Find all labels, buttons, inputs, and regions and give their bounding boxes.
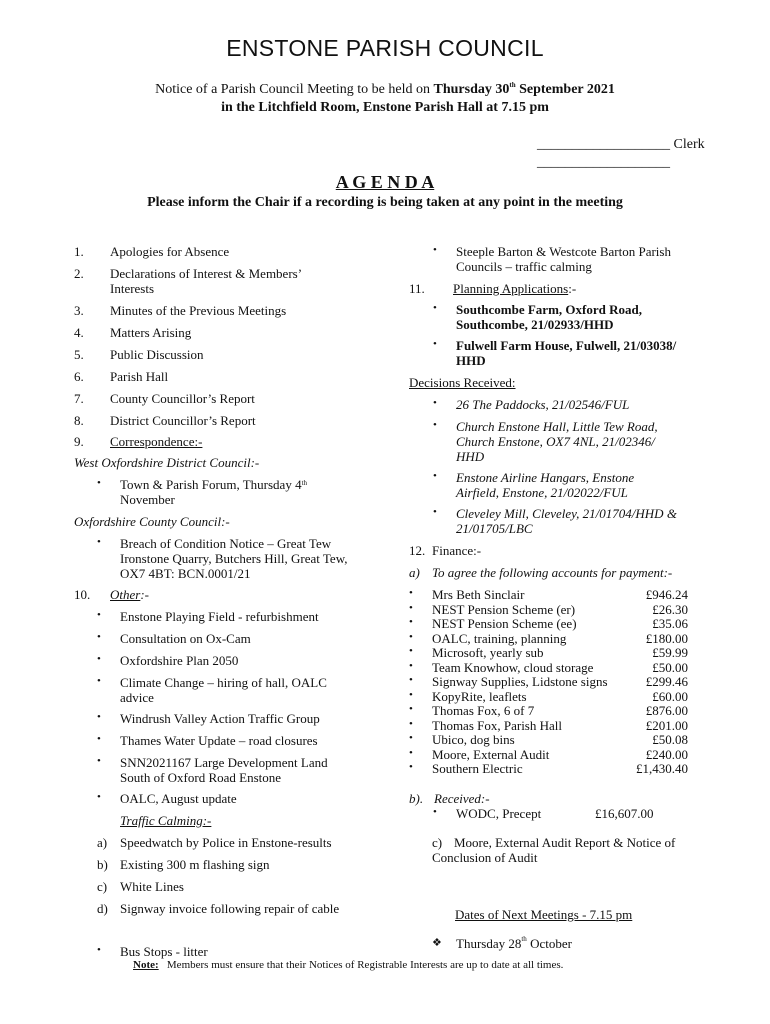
other-item: Consultation on Ox-Cam — [120, 631, 251, 646]
payment-amount: £1,430.40 — [636, 761, 688, 776]
payment-amount: £240.00 — [645, 746, 688, 762]
other-heading — [110, 587, 149, 603]
agenda-item-number: 5. — [74, 347, 84, 362]
moore-letter: c) — [432, 835, 443, 850]
bullet-icon: • — [97, 631, 101, 643]
bullet-icon: • — [409, 703, 413, 715]
agenda-item-number: 3. — [74, 303, 84, 318]
planning-item: Southcombe Farm, Oxford Road, Southcombe, 21/02933/HHD — [456, 302, 642, 332]
finance-heading: Finance:- — [432, 543, 482, 558]
next-meetings-heading: Dates of Next Meetings - 7.15 pm — [455, 907, 633, 922]
agenda-item-text: Minutes of the Previous Meetings — [110, 303, 287, 318]
bullet-icon: • — [409, 587, 413, 599]
other-item: Thames Water Update – road closures — [120, 733, 318, 748]
traffic-item-letter: d) — [97, 901, 108, 916]
payment-payee: OALC, training, planning — [432, 630, 567, 646]
next-meeting-a: Thursday 28 — [456, 936, 522, 951]
diamond-bullet-icon: ❖ — [432, 937, 442, 949]
decision-item: Enstone Airline Hangars, Enstone Airfield, Enstone, 21/02022/FUL — [456, 470, 635, 500]
finance-num: 12. — [409, 543, 426, 558]
payment-payee: Microsoft, yearly sub — [432, 645, 544, 660]
meeting-notice — [0, 82, 770, 98]
bullet-icon: • — [97, 711, 101, 723]
bullet-icon: • — [409, 732, 413, 744]
notice-prefix: Notice of a Parish Council Meeting to be held on — [155, 82, 434, 97]
other-item: OALC, August update — [120, 791, 237, 806]
payment-payee: Team Knowhow, cloud storage — [432, 659, 594, 675]
payment-amount: £876.00 — [645, 703, 688, 718]
other-item: Windrush Valley Action Traffic Group — [120, 711, 320, 726]
agenda-item-text: Declarations of Interest & Members’ Interests — [110, 266, 302, 296]
payment-payee: Thomas Fox, 6 of 7 — [432, 703, 535, 718]
payment-amount: £26.30 — [652, 601, 688, 617]
agenda-item-text: County Councillor’s Report — [110, 391, 255, 406]
bus-stops-item: Bus Stops - litter — [120, 944, 208, 959]
traffic-item-letter: c) — [97, 879, 108, 894]
traffic-item-text: Speedwatch by Police in Enstone-results — [120, 835, 332, 850]
agenda-item-number: 8. — [74, 413, 84, 428]
received-letter: b). — [409, 791, 424, 806]
payment-payee: Moore, External Audit — [432, 746, 550, 762]
planning-item: Fulwell Farm House, Fulwell, 21/03038/ HHD — [456, 338, 677, 368]
wodc-heading: West Oxfordshire District Council:- — [74, 455, 260, 470]
payment-amount: £50.00 — [652, 659, 688, 675]
traffic-item-text: White Lines — [120, 879, 184, 894]
moore-item: Moore, External Audit Report & Notice of Conclusion of Audit — [432, 835, 676, 865]
agenda-heading — [0, 172, 770, 193]
bullet-icon: • — [97, 536, 101, 548]
payment-payee: Southern Electric — [432, 761, 523, 776]
payment-amount: £946.24 — [645, 587, 688, 602]
agenda-item-text: Correspondence:- — [110, 434, 203, 449]
received-heading: Received:- — [434, 791, 490, 806]
agenda-item-text: Apologies for Absence — [110, 244, 230, 259]
note-text: Members must ensure that their Notices of Registrable Interests are up to date at all times. — [166, 959, 564, 971]
decisions-heading: Decisions Received: — [409, 375, 516, 390]
notice-date-a: Thursday 30 — [433, 82, 510, 97]
bullet-icon: • — [97, 755, 101, 767]
wodc-item-b: November — [120, 492, 175, 507]
bullet-icon: • — [409, 688, 413, 701]
next-meeting-item — [456, 936, 572, 952]
bullet-icon: • — [409, 630, 413, 643]
bullet-icon: • — [433, 806, 437, 818]
agenda-item-text: Public Discussion — [110, 347, 204, 362]
traffic-calming-heading: Traffic Calming:- — [120, 813, 212, 828]
bullet-icon: • — [409, 601, 413, 614]
payment-payee: Mrs Beth Sinclair — [432, 587, 525, 602]
payment-payee: NEST Pension Scheme (er) — [432, 601, 576, 617]
other-suffix: :- — [140, 587, 150, 602]
agenda-item-text: Parish Hall — [110, 369, 169, 384]
bullet-icon: • — [409, 761, 413, 773]
bullet-icon: • — [433, 244, 437, 256]
planning-heading — [453, 281, 576, 297]
occ-item: Breach of Condition Notice – Great Tew Ironstone Quarry, Butchers Hill, Great Tew, OX7 4BT: BCN.0001/21 — [120, 536, 348, 581]
other-item: SNN2021167 Large Development Land South of Oxford Road Enstone — [120, 755, 328, 785]
agenda-item-number: 1. — [74, 244, 84, 259]
occ-heading: Oxfordshire County Council:- — [74, 514, 230, 529]
bullet-icon: • — [97, 653, 101, 665]
decision-item: Cleveley Mill, Cleveley, 21/01704/HHD & 21/01705/LBC — [456, 506, 677, 536]
bullet-icon: • — [409, 717, 413, 730]
payment-amount: £50.08 — [652, 732, 688, 747]
bullet-icon: • — [97, 944, 101, 956]
payment-amount: £60.00 — [652, 688, 688, 704]
payment-payee: KopyRite, leaflets — [432, 688, 527, 704]
bullet-icon: • — [97, 791, 101, 803]
footer-note — [133, 959, 563, 971]
other-item: Climate Change – hiring of hall, OALC advice — [120, 675, 327, 705]
agenda-item-number: 6. — [74, 369, 84, 384]
next-meeting-sup: th — [521, 935, 527, 943]
bullet-icon: • — [433, 338, 437, 350]
wodc-item — [120, 477, 345, 507]
bullet-icon: • — [409, 645, 413, 657]
note-label: Note: — [133, 959, 159, 971]
notice-date-sup: th — [509, 81, 516, 89]
agenda-item-number: 7. — [74, 391, 84, 406]
wodc-item-a: Town & Parish Forum, Thursday 4 — [120, 477, 302, 492]
other-item: Enstone Playing Field - refurbishment — [120, 609, 319, 624]
next-meeting-b: October — [526, 936, 572, 951]
traffic-item-letter: b) — [97, 857, 108, 872]
bullet-icon: • — [97, 609, 101, 621]
agenda-heading-text: A G E N D A — [335, 172, 435, 192]
traffic-item-letter: a) — [97, 835, 108, 850]
bullet-icon: • — [433, 397, 437, 409]
other-label: Other — [110, 587, 141, 602]
bullet-icon: • — [97, 733, 101, 745]
bullet-icon: • — [97, 477, 101, 489]
traffic-item-text: Existing 300 m flashing sign — [120, 857, 270, 872]
council-title: ENSTONE PARISH COUNCIL — [226, 35, 544, 61]
bullet-icon: • — [433, 302, 437, 314]
payment-amount: £59.99 — [652, 645, 688, 660]
meeting-venue: in the Litchfield Room, Enstone Parish Hall at 7.15 pm — [221, 100, 549, 115]
clerk-signature-line: ___________________ Clerk — [537, 137, 705, 152]
agenda-item-text: Matters Arising — [110, 325, 192, 340]
wodc-item-sup: th — [301, 479, 308, 487]
payment-amount: £201.00 — [645, 717, 688, 733]
received-item: WODC, Precept — [456, 806, 542, 821]
recording-note: Please inform the Chair if a recording is being taken at any point in the meeting — [147, 195, 623, 210]
clerk-signature-line-2: ___________________ — [537, 155, 670, 170]
bullet-icon: • — [97, 675, 101, 687]
bullet-icon: • — [433, 506, 437, 518]
agenda-item-text: District Councillor’s Report — [110, 413, 256, 428]
other-num: 10. — [74, 587, 91, 602]
payment-payee: Ubico, dog bins — [432, 732, 515, 747]
bullet-icon: • — [433, 419, 437, 431]
decision-item: 26 The Paddocks, 21/02546/FUL — [456, 397, 630, 412]
payments-letter: a) — [409, 565, 420, 580]
agenda-item-number: 9. — [74, 434, 84, 449]
payment-payee: Signway Supplies, Lidstone signs — [432, 674, 608, 689]
planning-num: 11. — [409, 281, 425, 296]
steeple-barton-item: Steeple Barton & Westcote Barton Parish Councils – traffic calming — [456, 244, 671, 274]
other-item: Oxfordshire Plan 2050 — [120, 653, 239, 668]
bullet-icon: • — [409, 674, 413, 686]
notice-date — [434, 82, 615, 97]
bullet-icon: • — [409, 659, 413, 672]
planning-suffix: :- — [568, 281, 577, 296]
payment-amount: £35.06 — [652, 616, 688, 631]
notice-date-b: September 2021 — [515, 82, 615, 97]
bullet-icon: • — [409, 616, 413, 628]
bullet-icon: • — [433, 470, 437, 482]
traffic-item-text: Signway invoice following repair of cable — [120, 901, 340, 916]
payment-amount: £180.00 — [645, 630, 688, 646]
bullet-icon: • — [409, 746, 413, 759]
agenda-item-number: 4. — [74, 325, 84, 340]
payment-payee: NEST Pension Scheme (ee) — [432, 616, 577, 631]
planning-label: Planning Applications — [453, 281, 569, 296]
received-amount: £16,607.00 — [595, 806, 654, 821]
payment-amount: £299.46 — [645, 674, 688, 689]
payment-payee: Thomas Fox, Parish Hall — [432, 717, 562, 733]
payments-heading: To agree the following accounts for payment:- — [432, 565, 673, 580]
agenda-item-number: 2. — [74, 266, 84, 281]
decision-item: Church Enstone Hall, Little Tew Road, Church Enstone, OX7 4NL, 21/02346/ HHD — [456, 419, 658, 464]
